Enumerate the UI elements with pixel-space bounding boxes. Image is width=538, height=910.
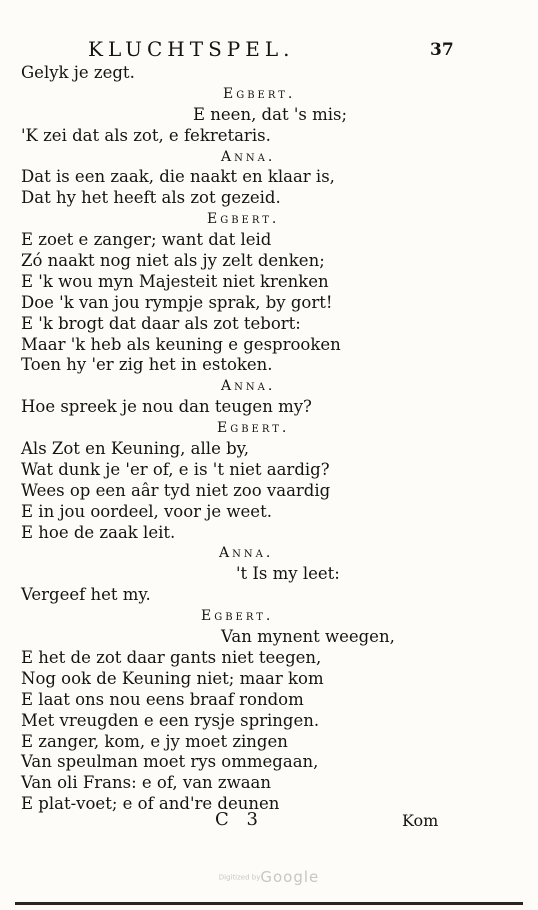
verse-line: 'K zei dat als zot, e fekretaris. [21, 125, 271, 145]
verse-line: Hoe spreek je nou dan teugen my? [21, 397, 312, 417]
digitized-watermark [0, 868, 538, 886]
verse-line: Van oli Frans: e of, van zwaan [21, 773, 272, 793]
signature-mark: C 3 [215, 809, 264, 830]
speaker-name: Anna. [219, 545, 274, 562]
verse-line: Van mynent weegen, [221, 627, 395, 647]
catchword: Kom [402, 811, 439, 830]
verse-line: Als Zot en Keuning, alle by, [21, 439, 250, 459]
verse-line: 't Is my leet: [236, 564, 340, 584]
watermark-prefix: Digitized by [218, 873, 261, 882]
play-text [0, 63, 538, 815]
verse-line: E laat ons nou eens braaf rondom [21, 689, 304, 709]
verse-line: Met vreugden e een rysje springen. [21, 710, 320, 730]
verse-line: Dat hy het heeft als zot gezeid. [21, 188, 281, 208]
verse-line: E het de zot daar gants niet teegen, [21, 647, 322, 667]
verse-line: Toen hy 'er zig het in estoken. [21, 355, 273, 375]
verse-line: E plat-voet; e of and're deunen [21, 794, 280, 814]
verse-line: Nog ook de Keuning niet; maar kom [21, 668, 324, 688]
verse-line: Wees op een aâr tyd niet zoo vaardig [21, 480, 331, 500]
page-footer [0, 808, 538, 832]
verse-line: E zoet e zanger; want dat leid [21, 230, 272, 250]
speaker-name: Egbert. [223, 85, 296, 102]
speaker-name: Egbert. [207, 211, 280, 228]
verse-line: E 'k brogt dat daar als zot tebort: [21, 313, 301, 333]
verse-line: Dat is een zaak, die naakt en klaar is, [21, 167, 335, 187]
verse-line: Doe 'k van jou rympje sprak, by gort! [21, 292, 333, 312]
verse-line: Zó naakt nog niet als jy zelt denken; [21, 251, 325, 271]
page-number: 37 [430, 40, 454, 60]
speaker-name: Anna. [221, 378, 276, 395]
speaker-name: Egbert. [201, 608, 274, 625]
watermark-brand: Google [260, 868, 320, 886]
running-title: KLUCHTSPEL. [88, 37, 295, 61]
verse-line: E in jou oordeel, voor je weet. [21, 501, 272, 521]
verse-line: Van speulman moet rys ommegaan, [21, 752, 319, 772]
verse-line: E 'k wou myn Majesteit niet krenken [21, 271, 329, 291]
verse-line: E zanger, kom, e jy moet zingen [21, 731, 288, 751]
verse-line: E hoe de zaak leit. [21, 522, 176, 542]
verse-line: E neen, dat 's mis; [193, 104, 348, 124]
verse-line: Gelyk je zegt. [21, 63, 135, 82]
bottom-rule [15, 902, 523, 905]
verse-line: Maar 'k heb als keuning e gesprooken [21, 334, 341, 354]
verse-line: Vergeef het my. [21, 585, 151, 605]
speaker-name: Egbert. [217, 420, 290, 437]
speaker-name: Anna. [221, 148, 276, 165]
verse-line: Wat dunk je 'er of, e is 't niet aardig? [21, 459, 330, 479]
page-header [0, 36, 538, 62]
